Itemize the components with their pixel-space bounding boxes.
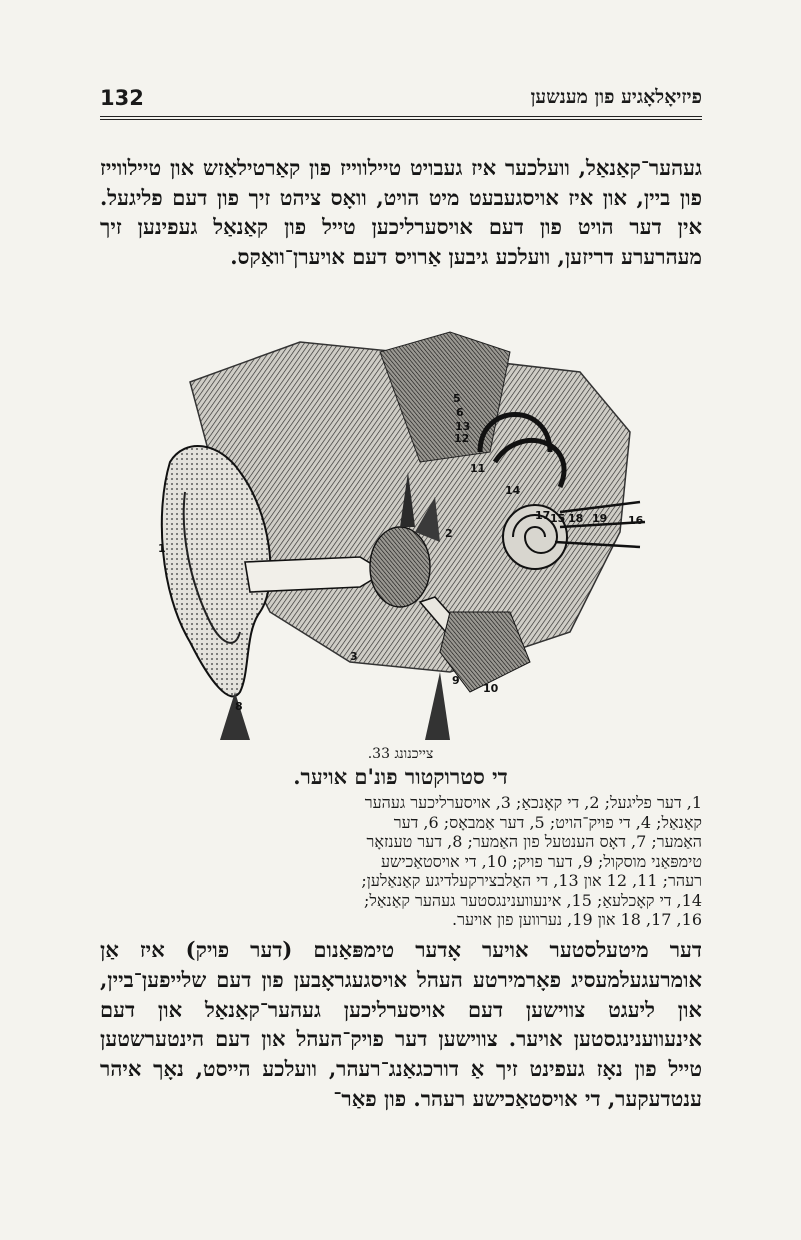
callout-3: 3 <box>350 650 358 663</box>
ear-anatomy-figure <box>150 312 650 740</box>
callout-10: 10 <box>483 682 499 695</box>
body-paragraph-1: געהער־קאַנאַל, וועלכער איז געבויט טיילווייז פון קאַרטילאַזש און טיילווייז פון ביין, און איז אויסגעבעט מיט הויט, וואָס ציהט זיך פון דעם פליגעל. אין דער הויט פון דעם אויסערליכען טייל פון קאַנאַל געפינען זיך מעהרערע דריזען, וועלכע גיבען אַרויס דעם אויערן־וואַקס. <box>100 155 702 269</box>
legend-line: רעהר; 11, 12 און 13, די האַלבצירקעלדיגע קאַנאַלען; <box>361 871 702 890</box>
running-title: פיזיאָלאָגיע פון מענשען <box>530 86 702 108</box>
body-paragraph-2: דער מיטעלסטער אויער אָדער טימפּאַנום (דער פויק) איז אַן אומרעגעלמעסיג פאָרמירטע העהל אויסגעגראָבען פון דעם שלייפען־ביין, און ליעגט צווישען דעם אויסערליכען געהער־קאַנאַל און דעם אינעווענינגסטען אויער. צווישען דער פויק־העהל און דעם הינטערשטען טייל פון נאָז געפינט זיך אַ דורכגאַנג־רעהר, וועלכע הייסט, נאָך איהר ענטדעקער, די אויסטאַכישע רעהר. פון פאַר־ <box>100 937 702 1111</box>
callout-12: 12 <box>454 432 470 445</box>
callout-14: 14 <box>505 484 521 497</box>
page-number: 132 <box>100 86 144 110</box>
callout-16: 16 <box>628 514 644 527</box>
callout-11: 11 <box>470 462 486 475</box>
callout-9: 9 <box>452 674 460 687</box>
callout-2: 2 <box>445 527 453 540</box>
callout-1: 1 <box>158 542 166 555</box>
callout-17: 17 <box>535 509 551 522</box>
callout-6: 6 <box>456 406 464 419</box>
page-header <box>100 86 702 120</box>
legend-line: 16, 17, 18 און 19, נערווען פון אויער. <box>452 910 702 929</box>
legend-line: 1, דער פליגעל; 2, די קאָנכאַ; 3, אויסערליכער געהער <box>364 793 702 812</box>
legend-line: האַמער; 7, דאָס הענטעל פון האַמער; 8, דער טענזאָר <box>366 832 702 851</box>
tympanic-cavity <box>370 527 430 607</box>
ear-illustration <box>150 312 650 740</box>
callout-19: 19 <box>592 512 608 525</box>
legend-line: טימפּאַני מוסקול; 9, דער פויק; 10, די אויסטאַכישע <box>380 851 702 871</box>
figure-title: די סטרוקטור פונ'ם אויער. <box>293 764 508 789</box>
callout-13: 13 <box>455 420 471 433</box>
callout-18: 18 <box>568 512 584 525</box>
callout-8: 8 <box>235 700 243 713</box>
callout-5: 5 <box>453 392 461 405</box>
figure-number: צייכנונג 33. <box>367 746 434 762</box>
figure-legend <box>100 793 702 930</box>
callout-15: 15 <box>550 512 566 525</box>
legend-line: קאַנאַל; 4, די פויק־הויט; 5, דער אַמבאָס; 6, דער <box>393 812 702 832</box>
legend-line: 14, די קאָכלעאַ; 15, אינעווענינגסטער געהער קאַנאַל; <box>364 890 702 910</box>
tube-end <box>425 672 450 740</box>
